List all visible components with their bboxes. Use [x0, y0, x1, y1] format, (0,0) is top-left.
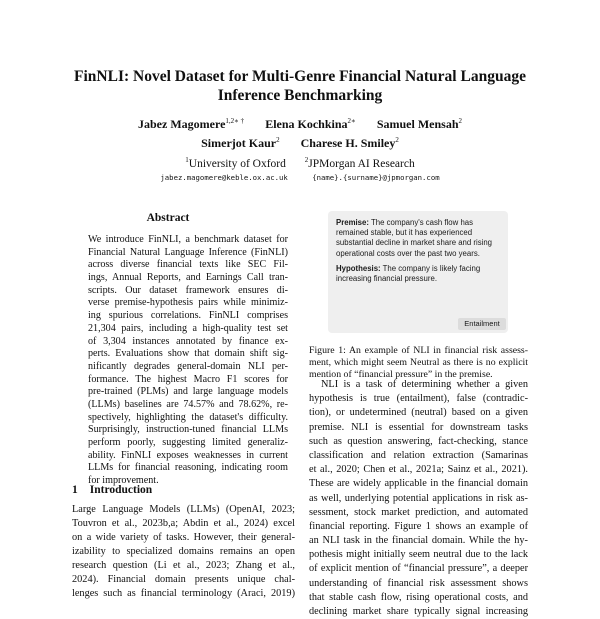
- author: [201, 136, 279, 150]
- caption-line: Figure 1: An example of NLI in financial risk assess-: [309, 345, 528, 356]
- intro-line: 2024). Financial domain presents unique chal-: [72, 574, 295, 585]
- caption-line: ment, which might seem Neutral as there is no explicit: [309, 356, 528, 368]
- affiliation-mark: 2: [304, 156, 309, 164]
- abstract-line: Surprisingly, instruction-tuned financial LLMs: [88, 424, 288, 436]
- hypothesis-label: Hypothesis:: [336, 263, 381, 273]
- body-line: NLI is a task of determining whether a given: [321, 379, 528, 390]
- abstract-line: LLMs for financial reasoning, indicating room: [88, 462, 288, 474]
- author-mark: 2∗: [347, 117, 356, 125]
- body-line: declining market share typically signal increasing: [309, 606, 528, 617]
- affiliation-mark: 1: [185, 156, 189, 164]
- body-line: hypothesis is true (entailment), false (contradic-: [309, 393, 528, 405]
- abstract-line: for improvement.: [88, 475, 159, 487]
- abstract-line: spectively, highlighting the dataset's difficulty.: [88, 411, 288, 423]
- body-line: such as question answering, fact-checking, stance: [309, 435, 528, 447]
- author: [301, 136, 399, 150]
- email: jabez.magomere@keble.ox.ac.uk: [160, 173, 288, 182]
- abstract-line: perform poorly, suggesting limited generaliz-: [88, 437, 288, 448]
- body-line: that stable cash flow, rising operational costs, and: [309, 591, 528, 603]
- author: [265, 117, 356, 131]
- email: {name}.{surname}@jpmorgan.com: [312, 173, 440, 182]
- author: [138, 117, 244, 131]
- body-line: as well, underlying potential applications in risk as-: [309, 492, 528, 504]
- author-list: [60, 113, 540, 151]
- email-list: [60, 173, 540, 183]
- section-title: Introduction: [89, 484, 153, 496]
- abstract-line: perts. Evaluations show that domain shift sig-: [88, 348, 288, 360]
- hypothesis-text: The company is likely facing increasing financial pressure.: [336, 263, 481, 284]
- body-line: tion), or undetermined (neutral) based on a given: [309, 407, 528, 419]
- body-line: premise. NLI is essential for downstream tasks: [309, 421, 528, 433]
- abstract-line: of 3,304 instances annotated by finance ex-: [88, 335, 288, 347]
- figure-example-text: [336, 218, 502, 289]
- body-line: et al., 2020; Chen et al., 2021a; Sainz et al., 2021).: [309, 464, 528, 476]
- caption-line: mention of “financial pressure” in the premise.: [309, 368, 493, 380]
- affiliation: [185, 158, 286, 170]
- intro-line: izability to specialized domains remains an open: [72, 546, 295, 557]
- abstract-line: 21,304 pairs, including a high-quality test set: [88, 322, 288, 334]
- figure-caption: [309, 345, 528, 380]
- body-line: classification and relation extraction (Samarinas: [309, 449, 528, 461]
- introduction-body: [72, 503, 295, 601]
- premise: [336, 218, 502, 259]
- body-line: of explicit mention of “financial pressure”, a deeper: [309, 563, 528, 575]
- intro-line: Touvron et al., 2023b,a; Abdin et al., 2024) excel: [72, 518, 295, 529]
- abstract-line: scripts. Our dataset framework ensures di-: [88, 284, 288, 296]
- premise-text: The company's cash flow has remained stable, but it has experienced substantial decline in market share and rising operational costs over the past two years.: [336, 218, 493, 258]
- affiliation-name: JPMorgan AI Research: [308, 157, 415, 170]
- abstract-line: across diverse financial texts like SEC Fil-: [88, 259, 288, 271]
- title-line: FinNLI: Novel Dataset for Multi-Genre Financial Natural Language: [74, 68, 526, 85]
- author-name: Elena Kochkina: [265, 117, 348, 131]
- body-line: sessment, stock market prediction, and automated: [309, 506, 528, 518]
- author-mark: 2: [276, 136, 280, 144]
- author-mark: 2: [458, 117, 462, 125]
- title-line: Inference Benchmarking: [217, 87, 383, 104]
- abstract-line: pre-trained (PLMs) and large language models: [88, 386, 288, 398]
- premise-label: Premise:: [336, 218, 369, 227]
- author-name: Simerjot Kaur: [201, 136, 277, 150]
- section-heading-introduction: [72, 484, 302, 496]
- abstract-body: [88, 234, 288, 488]
- abstract-line: ings, Annual Reports, and Earnings Call tran-: [88, 272, 288, 284]
- author-name: Samuel Mensah: [376, 117, 459, 131]
- abstract-line: formance. The highest Macro F1 scores for: [88, 373, 288, 385]
- affiliation: [305, 158, 415, 170]
- author: [377, 117, 462, 131]
- intro-line: research question (Li et al., 2023; Zhang et al.,: [72, 560, 295, 571]
- abstract-line: Financial Natural Language Inference (FinNLI): [88, 246, 288, 258]
- right-column-body: [309, 378, 528, 619]
- author-name: Jabez Magomere: [138, 117, 226, 131]
- abstract-line: ability. FinNLI exposes weaknesses in current: [88, 449, 288, 461]
- body-line: understanding of financial risk assessment shows: [309, 577, 528, 589]
- abstract-line: ing spurious correlations. FinNLI comprises: [88, 310, 288, 322]
- body-line: financial reporting. Figure 1 shows an example of: [309, 520, 528, 532]
- hypothesis: [336, 264, 502, 284]
- entailment-badge: Entailment: [458, 318, 506, 330]
- abstract-line: verse premise-hypothesis pairs while minimiz-: [88, 297, 288, 309]
- body-line: pothesis might initially seem neutral due to the lack: [309, 549, 528, 561]
- abstract-heading: Abstract: [146, 212, 190, 224]
- intro-line: lenges such as financial terminology (Araci, 2019): [72, 588, 295, 599]
- intro-line: on a wide variety of tasks. However, their general-: [72, 532, 295, 543]
- section-number: 1: [72, 484, 78, 496]
- body-line: These are widely applicable in the financial domain: [309, 478, 528, 490]
- author-mark: 1,2∗ †: [225, 117, 245, 125]
- author-name: Charese H. Smiley: [300, 136, 396, 150]
- author-mark: 2: [395, 136, 399, 144]
- affiliations: [60, 153, 540, 171]
- abstract-line: We introduce FinNLI, a benchmark dataset for: [88, 234, 288, 245]
- paper-title: [60, 67, 540, 105]
- abstract-line: (LLMs) baselines are 74.57% and 78.62%, re-: [88, 398, 288, 410]
- body-line: an NLI task in the financial domain. While the hy-: [309, 535, 528, 547]
- abstract-line: nificantly degrades general-domain NLI per-: [88, 360, 288, 372]
- affiliation-name: University of Oxford: [188, 157, 286, 170]
- intro-line: Large Language Models (LLMs) (OpenAI, 2023;: [72, 504, 295, 515]
